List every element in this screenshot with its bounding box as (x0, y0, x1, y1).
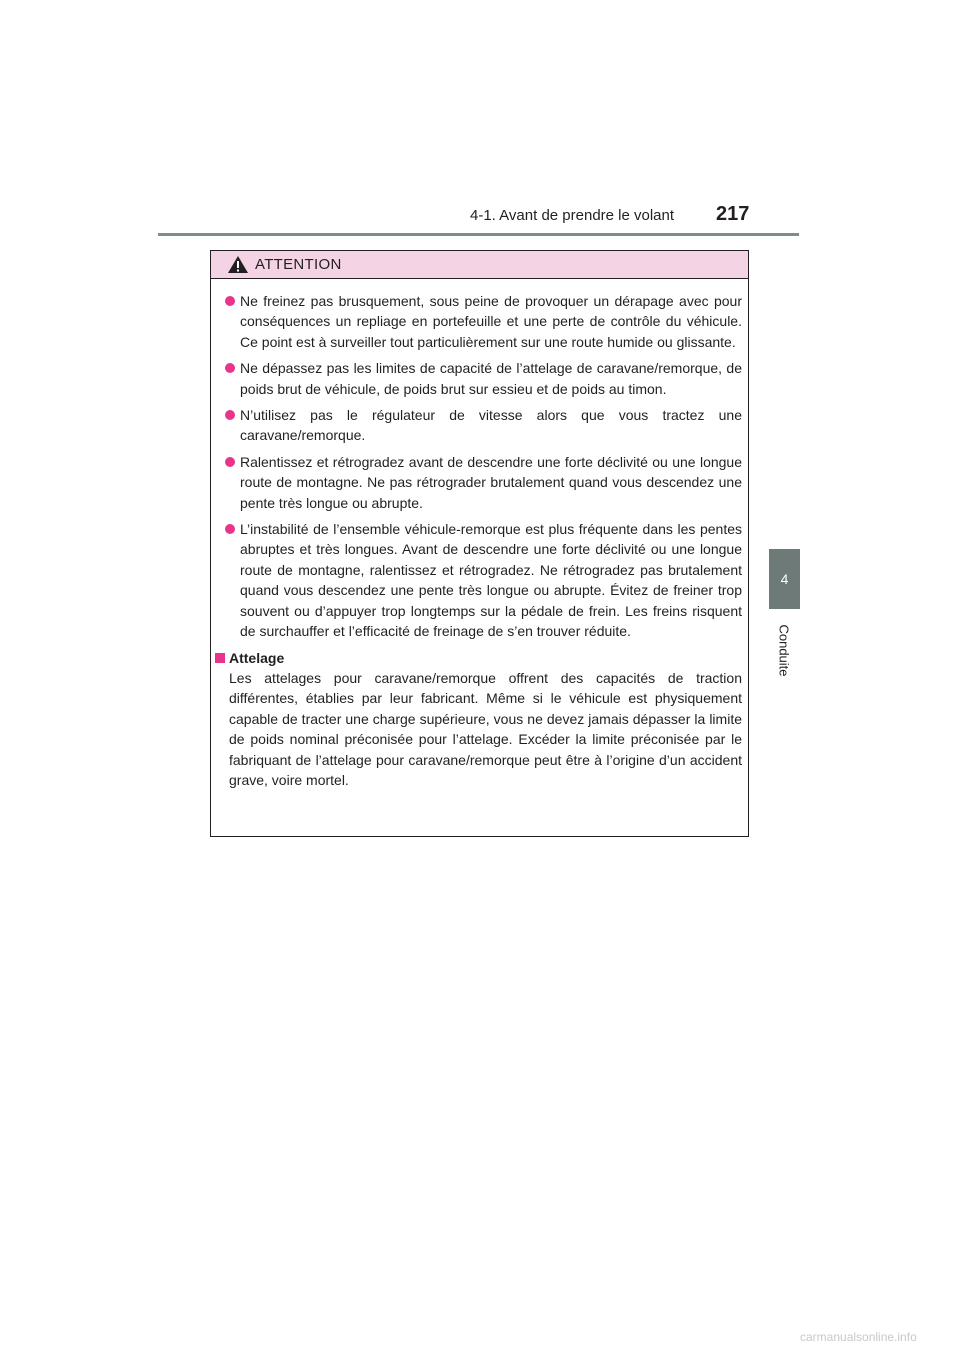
square-bullet-icon (215, 653, 225, 663)
warning-bullet-text: L’instabilité de l’ensemble véhicule-remorque est plus fréquente dans les pentes abruptes et très longues. Avant de descendre une forte déclivité ou une longue route de montagne, ralentissez et rétrogradez. Ne rétrogradez pas brutalement quand vous descendez une pente très longue ou abrupte. Évitez de freiner trop souvent ou d’appuyer trop longtemps sur la pédale de frein. Les freins risquent de surchauffer et l’efficacité de freinage de s’en trouver réduite. (240, 521, 742, 640)
chapter-label (769, 615, 800, 685)
chapter-label-text: Conduite (777, 623, 793, 677)
warning-bullet-text: N’utilisez pas le régulateur de vitesse alors que vous tractez une caravane/remorque. (240, 407, 742, 444)
header-rule (158, 233, 799, 236)
warning-bullet-item (215, 358, 742, 399)
bullet-dot-icon (225, 410, 235, 420)
warning-bullet-text: Ne freinez pas brusquement, sous peine de provoquer un dérapage avec pour conséquences un repliage en portefeuille et une perte de contrôle du véhicule. Ce point est à surveiller tout particulièrement sur une route humide ou glissante. (240, 293, 742, 350)
warning-bullet-item (215, 405, 742, 446)
warning-header (211, 251, 748, 279)
bullet-dot-icon (225, 296, 235, 306)
running-header-section: 4-1. Avant de prendre le volant (470, 207, 675, 224)
bullet-dot-icon (225, 363, 235, 373)
chapter-tab (769, 549, 800, 609)
chapter-number: 4 (780, 571, 789, 587)
warning-bullet-item (215, 452, 742, 513)
warning-title: ATTENTION (255, 256, 342, 273)
section-heading (215, 648, 742, 668)
page-number: 217 (716, 203, 750, 225)
bullet-dot-icon (225, 524, 235, 534)
warning-bullet-item (215, 291, 742, 352)
watermark: carmanualsonline.info (800, 1330, 917, 1344)
warning-body (211, 279, 748, 790)
warning-bullet-item (215, 519, 742, 641)
warning-box (210, 250, 749, 837)
warning-bullet-text: Ne dépassez pas les limites de capacité de l’attelage de caravane/remorque, de poids brut de véhicule, de poids brut sur essieu et de poids au timon. (240, 360, 742, 397)
warning-bullet-text: Ralentissez et rétrogradez avant de descendre une forte déclivité ou une longue route de montagne. Ne pas rétrograder brutalement quand vous descendez une pente très longue ou abrupte. (240, 453, 742, 511)
warning-triangle-icon (227, 255, 249, 274)
bullet-dot-icon (225, 457, 235, 467)
section-paragraph: Les attelages pour caravane/remorque offrent des capacités de traction différentes, établies par leur fabricant. Même si le véhicule est physiquement capable de tracter une charge supérieure, vous ne devez jamais dépasser la limite de poids nominal préconisée pour l’attelage. Excéder la limite préconisée par le fabriquant de l’attelage pour caravane/remorque peut être à l’origine d’un accident grave, voire mortel. (229, 669, 742, 788)
section-title: Attelage (229, 649, 285, 666)
